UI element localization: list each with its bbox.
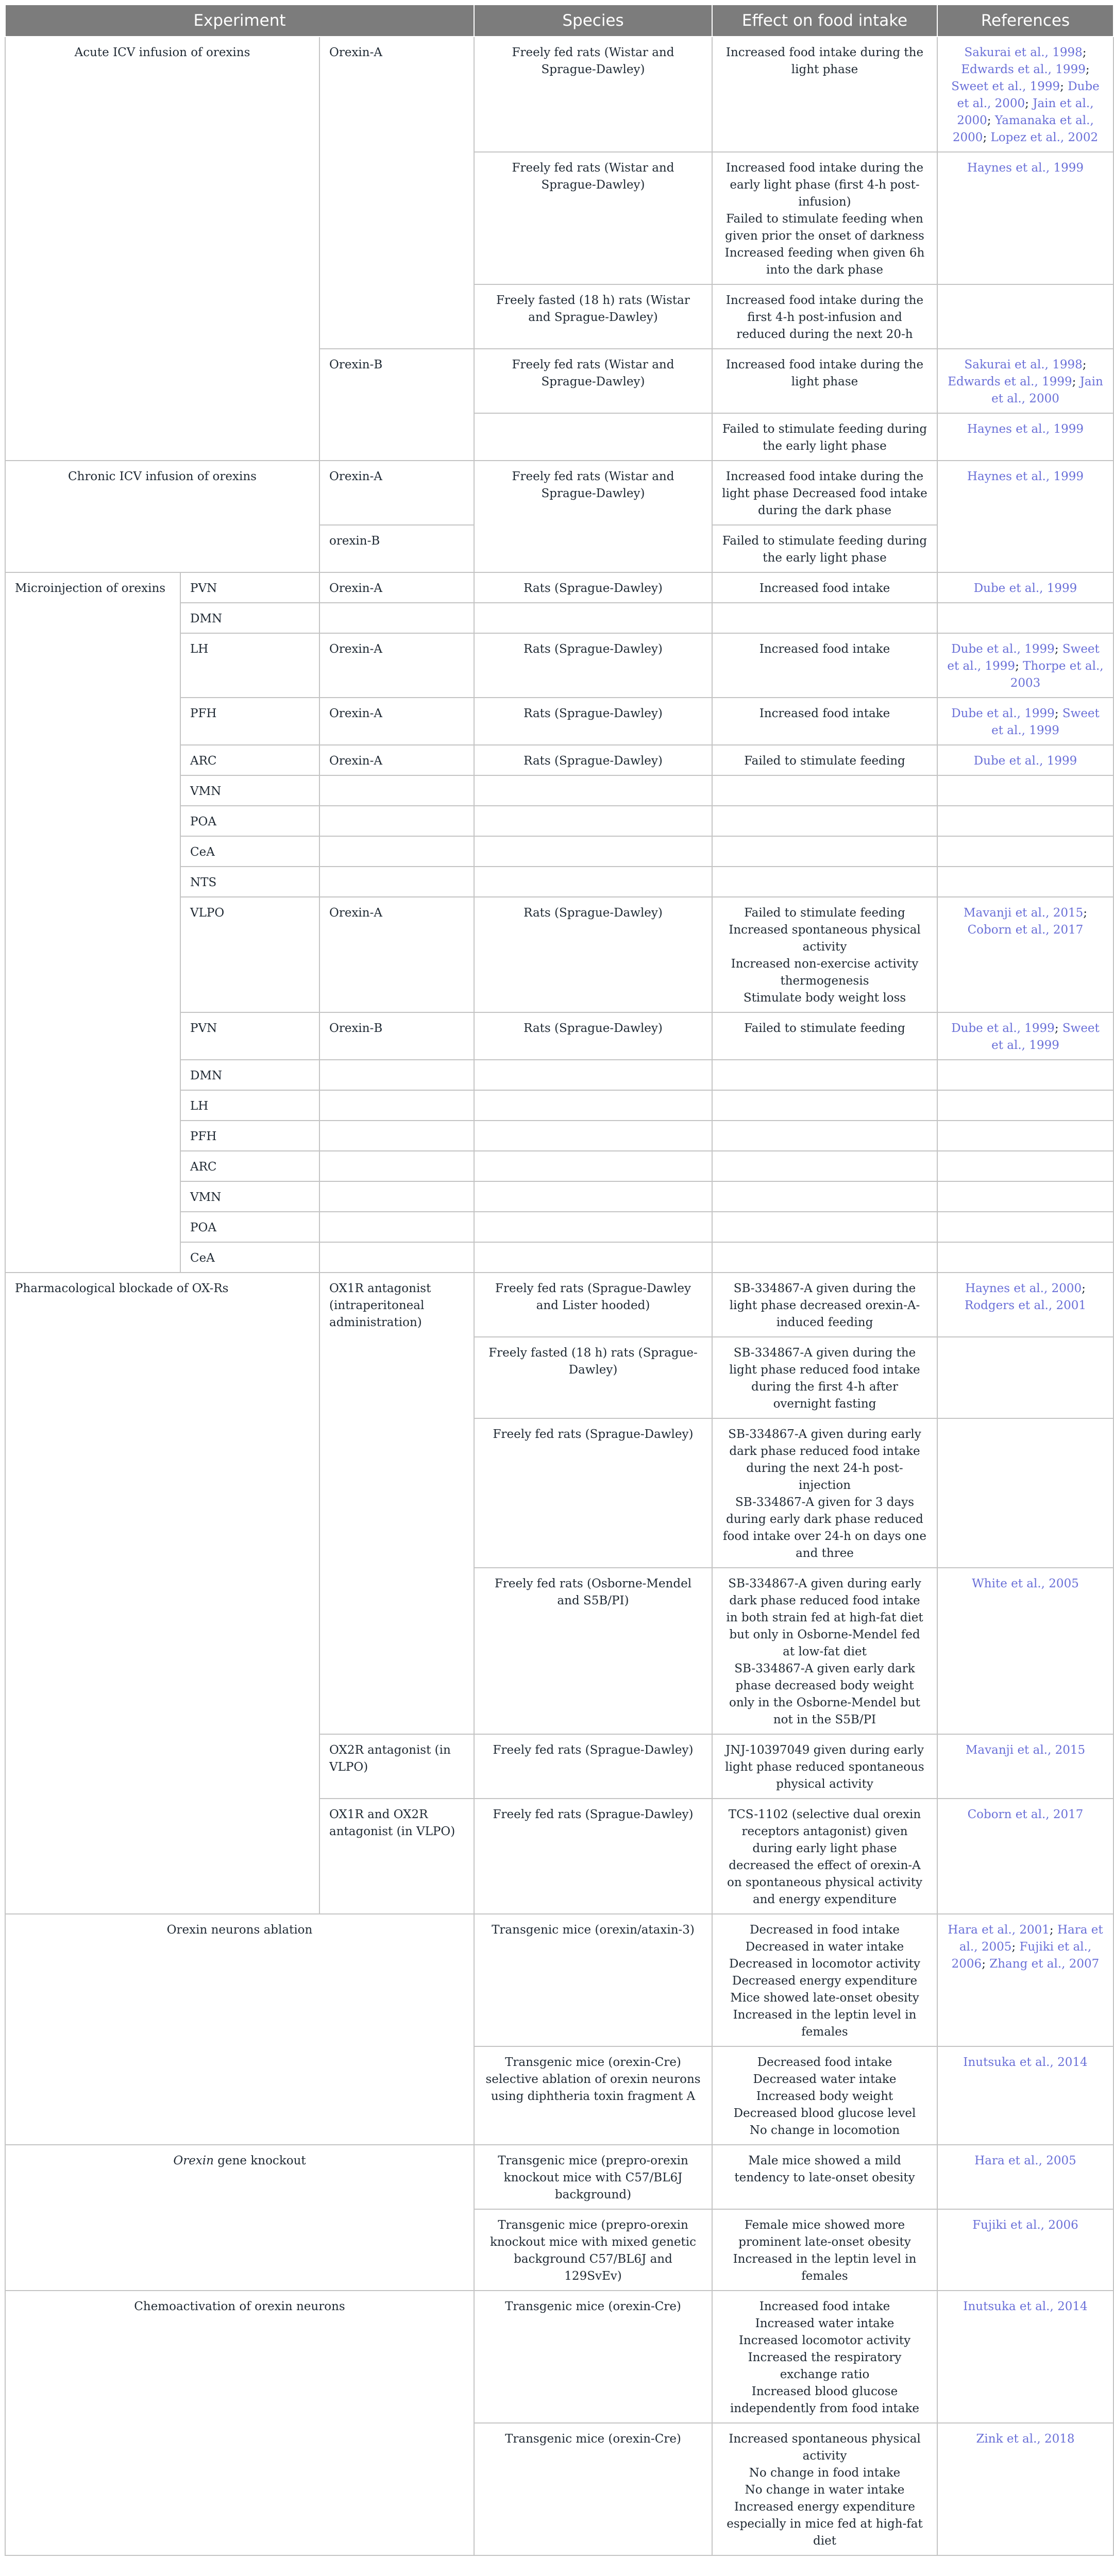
species-cell [474,413,712,461]
agent-cell: Orexin-A [319,461,474,525]
species-cell [474,1151,712,1181]
experiment-cell: Chronic ICV infusion of orexins [5,461,319,572]
effect-cell: Male mice showed a mild tendency to late-onset obesity [712,2145,937,2209]
references-cell [937,1151,1113,1181]
agent-cell: orexin-B [319,525,474,572]
species-cell: Freely fed rats (Wistar and Sprague-Dawley) [474,461,712,572]
region-cell: VMN [180,775,319,806]
region-cell: VLPO [180,897,319,1012]
region-cell: PVN [180,572,319,603]
references-cell [937,1181,1113,1212]
references-cell [937,1121,1113,1151]
references-cell: Mavanji et al., 2015; Coborn et al., 2017 [937,897,1113,1012]
species-cell: Rats (Sprague-Dawley) [474,633,712,698]
references-cell [937,1060,1113,1090]
reference-link[interactable]: Dube et al., 1999 [951,1022,1055,1035]
header-row [5,5,1113,37]
effect-cell: Increased food intake during the light phase [712,37,937,152]
agent-cell [319,1212,474,1242]
species-cell [474,836,712,867]
region-cell: ARC [180,1151,319,1181]
agent-cell: Orexin-A [319,572,474,603]
agent-cell [319,806,474,836]
table-row [5,1273,1113,1337]
species-cell: Freely fed rats (Sprague-Dawley) [474,1734,712,1799]
experiment-cell: Microinjection of orexins [5,572,180,1273]
orexin-experiments-table [5,4,1114,2556]
species-cell: Transgenic mice (prepro-orexin knockout mice with C57/BL6J background) [474,2145,712,2209]
effect-cell: SB-334867-A given during the light phase decreased orexin-A-induced feeding [712,1273,937,1337]
species-cell [474,867,712,897]
species-cell: Freely fed rats (Sprague-Dawley) [474,1799,712,1914]
reference-link[interactable]: Edwards et al., 1999 [961,63,1086,76]
region-cell: PFH [180,698,319,745]
references-cell [937,1568,1113,1734]
header-effect: Effect on food intake [712,5,937,37]
reference-link[interactable]: Dube et al., 1999 [951,642,1055,656]
reference-link[interactable]: Inutsuka et al., 2014 [963,2056,1088,2069]
agent-cell [319,836,474,867]
reference-link[interactable]: Coborn et al., 2017 [967,1808,1084,1821]
effect-cell: Increased food intake [712,633,937,698]
region-cell: POA [180,806,319,836]
effect-cell: JNJ-10397049 given during early light phase reduced spontaneous physical activity [712,1734,937,1799]
effect-cell: Increased spontaneous physical activity No change in food intake No change in water intake Increased energy expenditure especially in mice fed at high-fat diet [712,2423,937,2555]
agent-cell: OX2R antagonist (in VLPO) [319,1734,474,1799]
header-species: Species [474,5,712,37]
species-cell: Freely fasted (18 h) rats (Sprague-Dawley) [474,1337,712,1418]
references-cell: Dube et al., 1999; Sweet et al., 1999 [937,698,1113,745]
agent-cell [319,603,474,633]
agent-cell: Orexin-A [319,633,474,698]
table-row [5,572,1113,603]
reference-link[interactable]: Jain et al., 2000 [957,97,1094,127]
effect-cell [712,775,937,806]
region-cell: CeA [180,1242,319,1273]
reference-link[interactable]: Sweet et al., 1999 [991,707,1100,737]
effect-cell [712,1212,937,1242]
reference-link[interactable]: Haynes et al., 2000 [965,1282,1082,1295]
references-cell: Dube et al., 1999; Sweet et al., 1999 [937,1012,1113,1060]
region-cell: POA [180,1212,319,1242]
region-cell: DMN [180,603,319,633]
experiment-cell: Pharmacological blockade of OX-Rs [5,1273,319,1914]
references-cell [937,1090,1113,1121]
reference-link[interactable]: Dube et al., 1999 [973,582,1077,595]
species-cell: Rats (Sprague-Dawley) [474,698,712,745]
effect-cell: TCS-1102 (selective dual orexin receptors antagonist) given during early light phase decreased the effect of orexin-A on spontaneous physical activity and energy expenditure [712,1799,937,1914]
references-cell [937,1734,1113,1799]
reference-link[interactable]: Edwards et al., 1999 [948,375,1072,388]
reference-link[interactable]: Rodgers et al., 2001 [964,1299,1087,1312]
header-references: References [937,5,1113,37]
effect-cell [712,1181,937,1212]
effect-cell: Increased food intake during the first 4-h post-infusion and reduced during the next 20-h [712,284,937,349]
effect-cell: Decreased in food intake Decreased in water intake Decreased in locomotor activity Decreased energy expenditure Mice showed late-onset obesity Increased in the leptin level in females [712,1914,937,2046]
reference-link[interactable]: Hara et al., 2005 [974,2154,1076,2167]
references-cell [937,152,1113,284]
references-cell [937,284,1113,349]
gene-name: Orexin [173,2154,214,2167]
agent-cell [319,867,474,897]
effect-cell [712,1242,937,1273]
reference-link[interactable]: Dube et al., 2000 [957,80,1100,110]
agent-cell [319,1090,474,1121]
references-cell [937,461,1113,572]
effect-cell: Decreased food intake Decreased water intake Increased body weight Decreased blood glucose level No change in locomotion [712,2046,937,2145]
reference-link[interactable]: Dube et al., 1999 [951,707,1055,720]
reference-link[interactable]: Thorpe et al., 2003 [1010,659,1104,690]
effect-cell: Female mice showed more prominent late-onset obesity Increased in the leptin level in females [712,2209,937,2291]
references-cell: Haynes et al., 2000; Rodgers et al., 2001 [937,1273,1113,1337]
agent-cell [319,1151,474,1181]
species-cell: Transgenic mice (orexin-Cre) [474,2423,712,2555]
agent-cell: Orexin-A [319,745,474,775]
effect-cell: Increased food intake during the early light phase (first 4-h post-infusion) Failed to stimulate feeding when given prior the onset of darkness Increased feeding when given 6h into the dark phase [712,152,937,284]
references-cell [937,1418,1113,1568]
region-cell: DMN [180,1060,319,1090]
reference-link[interactable]: Fujiki et al., 2006 [951,1940,1092,1971]
reference-link[interactable]: Hara et al., 2005 [959,1923,1103,1954]
species-cell: Rats (Sprague-Dawley) [474,572,712,603]
reference-link[interactable]: Sweet et al., 1999 [951,80,1060,93]
region-cell: CeA [180,836,319,867]
reference-link[interactable]: Haynes et al., 1999 [967,422,1084,436]
references-cell [937,806,1113,836]
references-cell: Dube et al., 1999; Sweet et al., 1999; Thorpe et al., 2003 [937,633,1113,698]
species-cell: Freely fed rats (Wistar and Sprague-Dawley) [474,152,712,284]
region-cell: ARC [180,745,319,775]
reference-link[interactable]: Hara et al., 2001 [948,1923,1050,1937]
region-cell: PFH [180,1121,319,1151]
region-cell: PVN [180,1012,319,1060]
species-cell: Freely fed rats (Osborne-Mendel and S5B/PI) [474,1568,712,1734]
region-cell: LH [180,633,319,698]
references-cell: Hara et al., 2001; Hara et al., 2005; Fujiki et al., 2006; Zhang et al., 2007 [937,1914,1113,2046]
experiment-cell: Acute ICV infusion of orexins [5,37,319,461]
species-cell: Transgenic mice (orexin-Cre) selective ablation of orexin neurons using diphtheria toxin fragment A [474,2046,712,2145]
table-container [5,4,1104,2556]
species-cell: Transgenic mice (orexin/ataxin-3) [474,1914,712,2046]
agent-cell: Orexin-B [319,349,474,461]
species-cell: Rats (Sprague-Dawley) [474,1012,712,1060]
species-cell: Transgenic mice (orexin-Cre) [474,2291,712,2423]
effect-cell: Failed to stimulate feeding [712,1012,937,1060]
region-cell: VMN [180,1181,319,1212]
references-cell [937,1212,1113,1242]
region-cell: NTS [180,867,319,897]
references-cell [937,2209,1113,2291]
effect-cell: Failed to stimulate feeding [712,745,937,775]
effect-cell: SB-334867-A given during early dark phase reduced food intake in both strain fed at high-fat diet but only in Osborne-Mendel fed at low-fat diet SB-334867-A given early dark phase decreased body weight only in the Osborne-Mendel but not in the S5B/PI [712,1568,937,1734]
references-cell [937,572,1113,603]
species-cell: Rats (Sprague-Dawley) [474,897,712,1012]
effect-cell [712,867,937,897]
agent-cell [319,1181,474,1212]
reference-link[interactable]: Sweet et al., 1999 [991,1022,1100,1052]
references-cell [937,2423,1113,2555]
effect-cell: Failed to stimulate feeding during the early light phase [712,525,937,572]
reference-link[interactable]: Mavanji et al., 2015 [963,906,1084,920]
species-cell: Transgenic mice (prepro-orexin knockout mice with mixed genetic background C57/BL6J and 129SvEv) [474,2209,712,2291]
effect-cell: Increased food intake during the light phase [712,349,937,413]
species-cell [474,1121,712,1151]
effect-cell [712,603,937,633]
references-cell [937,775,1113,806]
species-cell [474,603,712,633]
reference-link[interactable]: Zhang et al., 2007 [989,1957,1100,1971]
references-cell [937,2046,1113,2145]
table-row [5,37,1113,152]
header-experiment: Experiment [5,5,474,37]
effect-cell [712,806,937,836]
species-cell [474,775,712,806]
effect-cell [712,836,937,867]
references-cell [937,603,1113,633]
species-cell [474,1060,712,1090]
reference-link[interactable]: Sakurai et al., 1998 [964,358,1083,371]
agent-cell: Orexin-A [319,897,474,1012]
reference-link[interactable]: White et al., 2005 [972,1577,1079,1590]
species-cell [474,806,712,836]
experiment-cell: Orexin neurons ablation [5,1914,474,2145]
species-cell: Freely fed rats (Wistar and Sprague-Dawley) [474,349,712,413]
reference-link[interactable]: Haynes et al., 1999 [967,161,1084,175]
agent-cell [319,1121,474,1151]
agent-cell: Orexin-B [319,1012,474,1060]
species-cell: Freely fed rats (Sprague-Dawley) [474,1418,712,1568]
agent-cell [319,775,474,806]
reference-link[interactable]: Sakurai et al., 1998 [964,46,1083,59]
effect-cell: Increased food intake during the light phase Decreased food intake during the dark phase [712,461,937,525]
references-cell: Sakurai et al., 1998; Edwards et al., 1999; Jain et al., 2000 [937,349,1113,413]
agent-cell [319,1242,474,1273]
reference-link[interactable]: Inutsuka et al., 2014 [963,2300,1088,2313]
species-cell [474,1242,712,1273]
species-cell: Freely fed rats (Wistar and Sprague-Dawley) [474,37,712,152]
table-row [5,2291,1113,2423]
species-cell [474,1212,712,1242]
references-cell [937,413,1113,461]
species-cell [474,1181,712,1212]
agent-cell [319,1060,474,1090]
agent-cell: OX1R and OX2R antagonist (in VLPO) [319,1799,474,1914]
references-cell [937,836,1113,867]
species-cell: Freely fasted (18 h) rats (Wistar and Sprague-Dawley) [474,284,712,349]
references-cell [937,745,1113,775]
table-body [5,37,1113,2555]
species-cell [474,1090,712,1121]
reference-link[interactable]: Sweet et al., 1999 [947,642,1100,673]
effect-cell: Failed to stimulate feeding Increased spontaneous physical activity Increased non-exercise activity thermogenesis Stimulate body weight loss [712,897,937,1012]
references-cell [937,867,1113,897]
effect-cell: Increased food intake Increased water intake Increased locomotor activity Increased the respiratory exchange ratio Increased blood glucose independently from food intake [712,2291,937,2423]
references-cell [937,2145,1113,2209]
agent-cell: Orexin-A [319,37,474,349]
reference-link[interactable]: Coborn et al., 2017 [967,923,1084,937]
reference-link[interactable]: Fujiki et al., 2006 [972,2218,1078,2232]
species-cell: Freely fed rats (Sprague-Dawley and Lister hooded) [474,1273,712,1337]
experiment-cell: Orexin gene knockout [5,2145,474,2291]
effect-cell [712,1060,937,1090]
table-row [5,2145,1113,2209]
reference-link[interactable]: Dube et al., 1999 [973,754,1077,768]
references-cell [937,1242,1113,1273]
effect-cell [712,1090,937,1121]
references-cell: Sakurai et al., 1998; Edwards et al., 1999; Sweet et al., 1999; Dube et al., 2000; Jain et al., 2000; Yamanaka et al., 2000; Lopez et al., 2002 [937,37,1113,152]
table-row [5,461,1113,525]
agent-cell: Orexin-A [319,698,474,745]
references-cell [937,1337,1113,1418]
effect-cell [712,1151,937,1181]
reference-link[interactable]: Yamanaka et al., 2000 [952,114,1094,144]
reference-link[interactable]: Jain et al., 2000 [991,375,1103,405]
agent-cell: OX1R antagonist (intraperitoneal administration) [319,1273,474,1734]
effect-cell: Increased food intake [712,572,937,603]
reference-link[interactable]: Haynes et al., 1999 [967,470,1084,483]
region-cell: LH [180,1090,319,1121]
references-cell [937,2291,1113,2423]
table-row [5,1914,1113,2046]
experiment-cell: Chemoactivation of orexin neurons [5,2291,474,2555]
effect-cell: Failed to stimulate feeding during the early light phase [712,413,937,461]
reference-link[interactable]: Zink et al., 2018 [976,2432,1075,2446]
species-cell: Rats (Sprague-Dawley) [474,745,712,775]
effect-cell: SB-334867-A given during early dark phase reduced food intake during the next 24-h post-injection SB-334867-A given for 3 days during early dark phase reduced food intake over 24-h on days one and three [712,1418,937,1568]
references-cell [937,1799,1113,1914]
reference-link[interactable]: Mavanji et al., 2015 [965,1743,1086,1757]
effect-cell [712,1121,937,1151]
effect-cell: SB-334867-A given during the light phase reduced food intake during the first 4-h after overnight fasting [712,1337,937,1418]
reference-link[interactable]: Lopez et al., 2002 [990,131,1099,144]
effect-cell: Increased food intake [712,698,937,745]
